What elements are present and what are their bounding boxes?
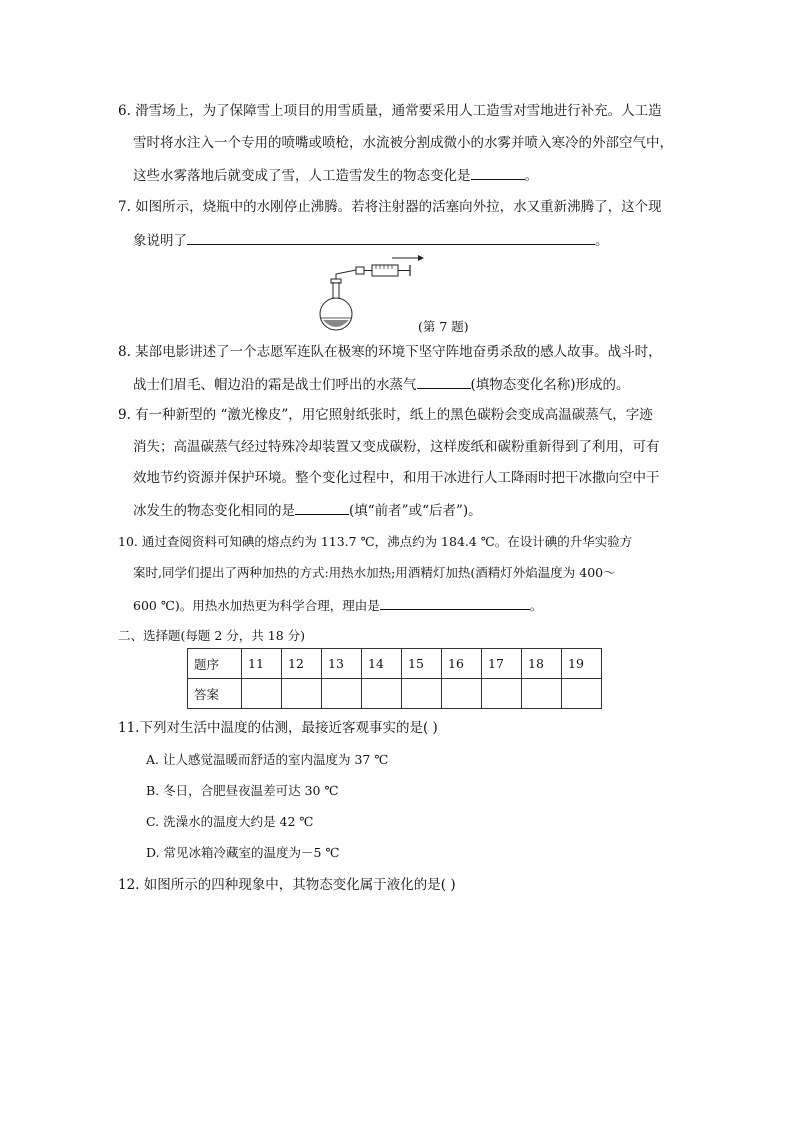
answer-cell[interactable] <box>362 679 402 709</box>
question-number-cell: 19 <box>562 649 602 679</box>
table-row <box>188 649 602 679</box>
q7-line-2 <box>133 230 609 250</box>
question-number-cell: 15 <box>402 649 442 679</box>
answer-cell[interactable] <box>522 679 562 709</box>
answer-cell[interactable] <box>442 679 482 709</box>
q8-end: (填物态变化名称)形成的。 <box>470 377 630 393</box>
q9-text: 冰发生的物态变化相同的是 <box>133 503 295 519</box>
answer-blank[interactable] <box>295 500 349 515</box>
q11-option-d[interactable]: D. 常见冰箱冷藏室的温度为－5 ℃ <box>146 845 340 860</box>
question-number-cell: 13 <box>322 649 362 679</box>
q12-stem: 12. 如图所示的四种现象中，其物态变化属于液化的是( ) <box>118 877 456 893</box>
answer-cell[interactable] <box>562 679 602 709</box>
answer-cell[interactable] <box>402 679 442 709</box>
q11-option-c[interactable]: C. 洗澡水的温度大约是 42 ℃ <box>146 814 314 829</box>
q11-stem: 11.下列对生活中温度的估测，最接近客观事实的是( ) <box>118 720 438 736</box>
answer-cell[interactable] <box>282 679 322 709</box>
q9-end: (填“前者”或“后者”)。 <box>349 503 482 519</box>
q11-option-a[interactable]: A. 让人感觉温暖而舒适的室内温度为 37 ℃ <box>146 752 389 767</box>
question-number-cell: 18 <box>522 649 562 679</box>
q10-line-3 <box>133 595 542 615</box>
table-row <box>188 679 602 709</box>
answer-cell[interactable] <box>482 679 522 709</box>
row-header: 题序 <box>188 649 242 679</box>
question-number-cell: 12 <box>282 649 322 679</box>
answer-cell[interactable] <box>242 679 282 709</box>
q6-line-2: 雪时将水注入一个专用的喷嘴或喷枪，水流被分割成微小的水雾并喷入寒冷的外部空气中， <box>133 135 673 151</box>
row-header: 答案 <box>188 679 242 709</box>
flask-syringe-figure <box>318 252 428 334</box>
answer-blank[interactable] <box>187 230 595 245</box>
q9-line-4 <box>133 500 482 520</box>
q7-end: 。 <box>595 233 609 249</box>
q10-end: 。 <box>529 598 543 613</box>
answer-blank[interactable] <box>471 165 525 180</box>
q6-line-3 <box>133 165 538 185</box>
q10-line-1: 10. 通过查阅资料可知碘的熔点约为 113.7 ℃，沸点约为 184.4 ℃。在设计碘的升华实验方 <box>118 534 633 549</box>
q7-text: 象说明了 <box>133 233 187 249</box>
q11-option-b[interactable]: B. 冬日，合肥昼夜温差可达 30 ℃ <box>146 783 339 798</box>
q9-line-3: 效地节约资源并保护环境。整个变化过程中，和用干冰进行人工降雨时把干冰撒向空中干 <box>133 470 660 486</box>
q8-line-1: 8. 某部电影讲述了一个志愿军连队在极寒的环境下坚守阵地奋勇杀敌的感人故事。战斗时， <box>118 344 662 360</box>
q8-line-2 <box>133 374 630 394</box>
question-number-cell: 16 <box>442 649 482 679</box>
question-number-cell: 17 <box>482 649 522 679</box>
q6-text: 这些水雾落地后就变成了雪，人工造雪发生的物态变化是 <box>133 168 471 184</box>
q6-end: 。 <box>524 168 538 184</box>
q9-line-2: 消失；高温碳蒸气经过特殊冷却装置又变成碳粉，这样废纸和碳粉重新得到了利用，可有 <box>133 439 660 455</box>
answer-blank[interactable] <box>417 374 471 389</box>
q8-text: 战士们眉毛、帽边沿的霜是战士们呼出的水蒸气 <box>133 377 417 393</box>
q9-line-1: 9. 有一种新型的 “激光橡皮”，用它照射纸张时，纸上的黑色碳粉会变成高温碳蒸气，字迹 <box>118 407 653 423</box>
answer-cell[interactable] <box>322 679 362 709</box>
answer-blank[interactable] <box>380 595 530 610</box>
figure-caption: (第 7 题) <box>418 319 469 334</box>
section-title: 二、选择题(每题 2 分，共 18 分) <box>118 628 306 643</box>
question-number-cell: 14 <box>362 649 402 679</box>
q10-line-2: 案时,同学们提出了两种加热的方式:用热水加热;用酒精灯加热(酒精灯外焰温度为 400～ <box>133 565 616 580</box>
q10-text: 600 ℃)。用热水加热更为科学合理，理由是 <box>133 598 380 613</box>
question-number-cell: 11 <box>242 649 282 679</box>
answer-table <box>187 648 602 709</box>
q6-line-1: 6. 滑雪场上，为了保障雪上项目的用雪质量，通常要采用人工造雪对雪地进行补充。人工造 <box>118 103 662 119</box>
q7-line-1: 7. 如图所示，烧瓶中的水刚停止沸腾。若将注射器的活塞向外拉，水又重新沸腾了，这个现 <box>118 199 662 215</box>
